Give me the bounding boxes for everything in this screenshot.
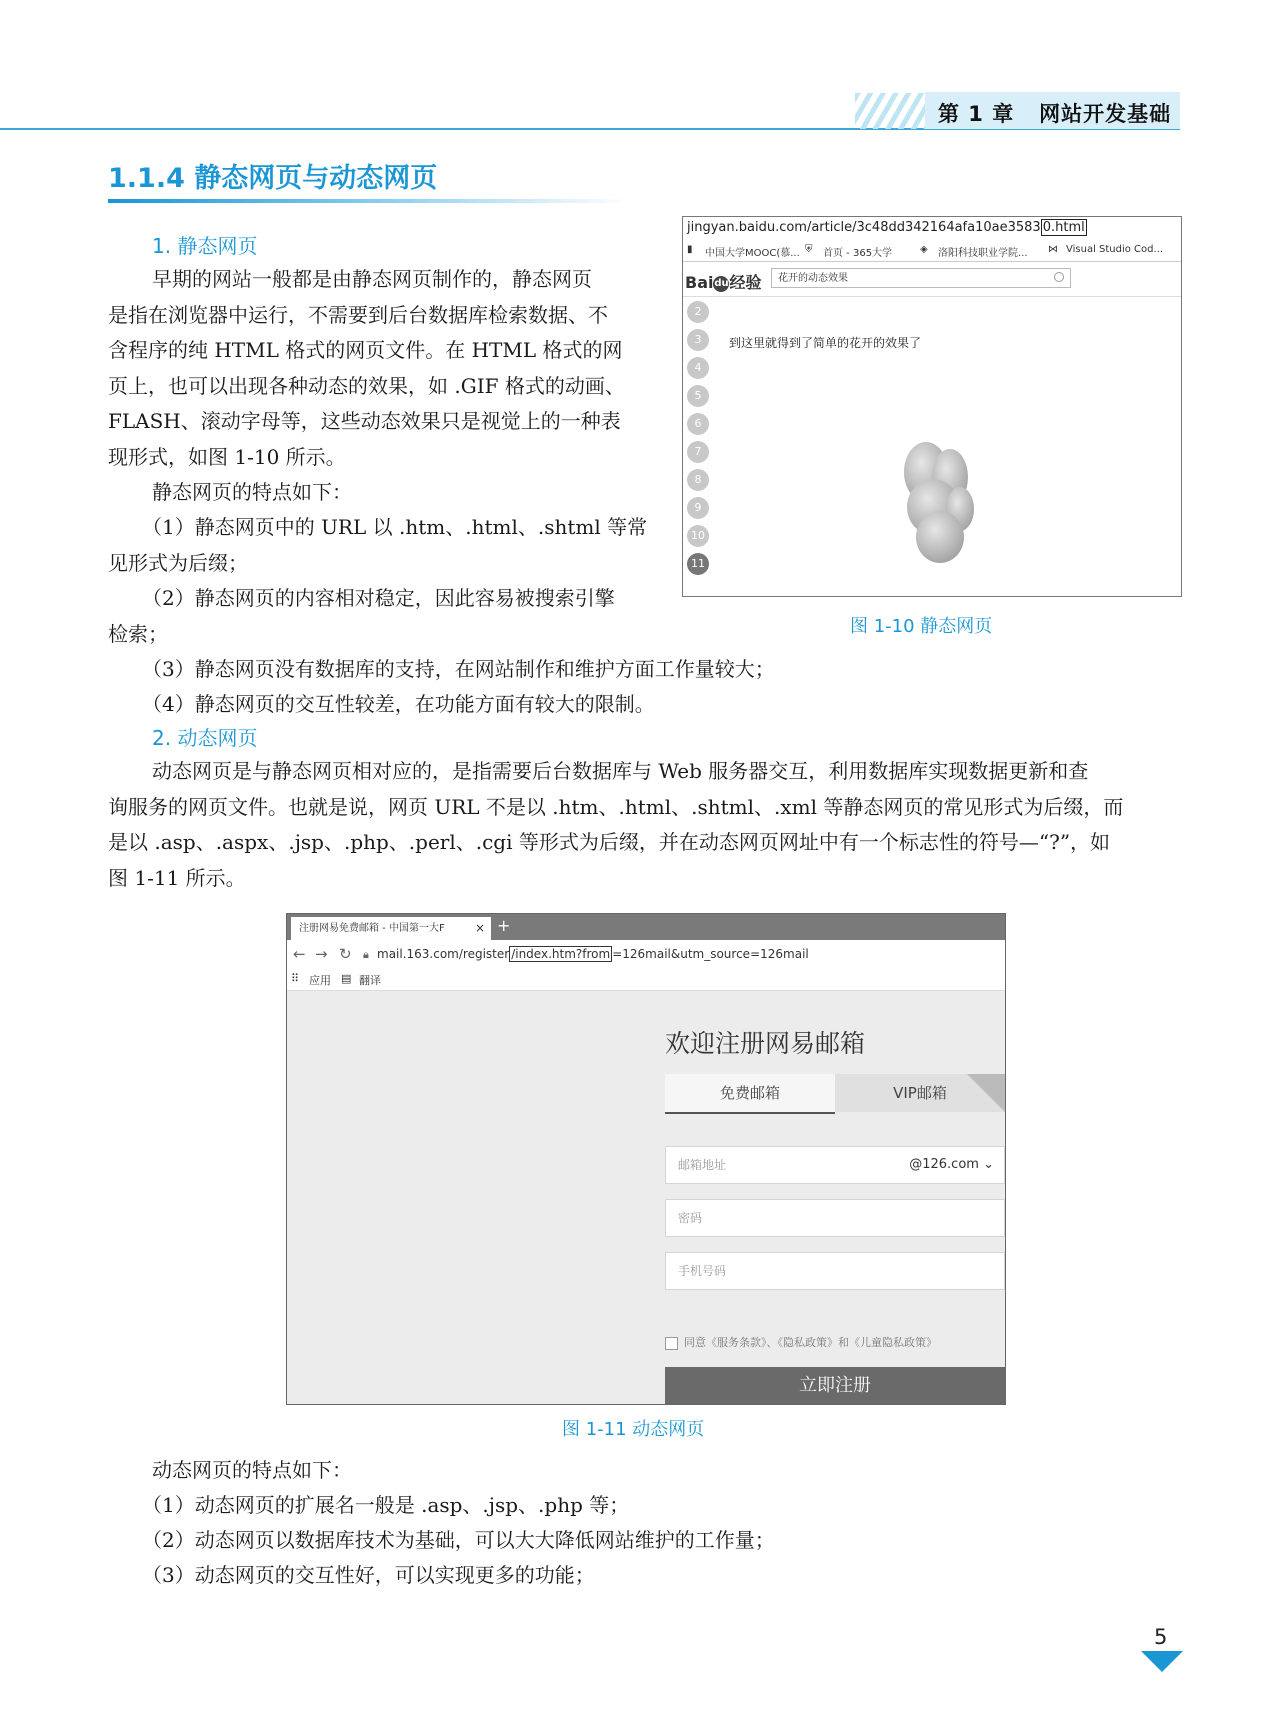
search-icon[interactable]: [1054, 272, 1064, 282]
figure-caption-1-10: 图 1-10 静态网页: [850, 616, 993, 637]
reload-icon[interactable]: ↻: [339, 945, 352, 963]
bookmarks-bar: [683, 239, 1181, 262]
static-features-intro: 静态网页的特点如下：: [152, 480, 352, 504]
back-icon[interactable]: ←: [293, 945, 306, 963]
figure-static-page-screenshot: [682, 216, 1182, 597]
visual-studio-icon: ⋈: [1048, 244, 1058, 255]
lock-icon: 🔒︎: [363, 948, 369, 961]
domain-select[interactable]: @126.com ⌄: [909, 1157, 994, 1172]
browser-tab[interactable]: 注册网易免费邮箱 - 中国第一大F ×: [291, 917, 491, 940]
chevron-down-icon: ⌄: [983, 1157, 994, 1172]
shield-icon: ⛨: [805, 244, 813, 255]
corner-badge: [967, 1074, 1005, 1112]
url-highlight: 0.html: [1042, 220, 1085, 235]
cube-icon: ◈: [920, 244, 928, 255]
register-heading: 欢迎注册网易邮箱: [665, 1029, 866, 1058]
bookmark-item[interactable]: Visual Studio Cod...: [1066, 244, 1164, 255]
bookmark-item[interactable]: 洛阳科技职业学院...: [938, 248, 1028, 259]
dynamic-feature-2: （2）动态网页以数据库技术为基础，可以大大降低网站维护的工作量；: [142, 1528, 775, 1552]
flower-image: [888, 437, 988, 567]
static-feature-1: （1）静态网页中的 URL 以 .htm、.html、.shtml 等常 见形式为后缀；: [108, 515, 648, 575]
bookmark-apps[interactable]: 应用: [309, 974, 331, 987]
page-marker-triangle: [1141, 1651, 1183, 1672]
url-highlight: /index.htm?from: [511, 947, 611, 961]
bookmark-icon: ▮: [687, 244, 693, 255]
bookmark-translate[interactable]: 翻译: [359, 974, 381, 987]
tab-free-mailbox[interactable]: 免费邮箱: [665, 1074, 835, 1114]
step-badge[interactable]: 8: [687, 469, 709, 491]
step-badge[interactable]: 6: [687, 413, 709, 435]
step-badge[interactable]: 10: [687, 525, 709, 547]
new-tab-icon[interactable]: +: [497, 916, 511, 935]
email-field[interactable]: 邮箱地址 @126.com ⌄: [665, 1146, 1005, 1184]
section-title-underline: [108, 199, 628, 203]
static-feature-4: （4）静态网页的交互性较差，在功能方面有较大的限制。: [142, 692, 655, 716]
step-list: [687, 301, 709, 581]
translate-icon: ▤: [341, 972, 352, 985]
figure-caption-1-11: 图 1-11 动态网页: [562, 1419, 705, 1440]
search-input[interactable]: 花开的动态效果: [771, 268, 1071, 288]
step-badge[interactable]: 9: [687, 497, 709, 519]
header-stripes: [855, 93, 935, 129]
browser-toolbar: [287, 940, 1005, 968]
static-feature-3: （3）静态网页没有数据库的支持，在网站制作和维护方面工作量较大；: [142, 657, 775, 681]
baidu-logo[interactable]: Baidu经验: [685, 273, 762, 292]
close-tab-icon[interactable]: ×: [474, 921, 485, 935]
subheading-dynamic: 2. 动态网页: [152, 726, 258, 750]
agree-checkbox[interactable]: [665, 1337, 678, 1350]
register-button[interactable]: 立即注册: [665, 1367, 1005, 1405]
baidu-header: [683, 262, 1181, 297]
agreement-text: 同意《服务条款》、《隐私政策》和《儿童隐私政策》: [684, 1336, 937, 1349]
step-badge[interactable]: 7: [687, 441, 709, 463]
paragraph-dynamic-intro: 动态网页是与静态网页相对应的，是指需要后台数据库与 Web 服务器交互，利用数据库实现数据更新和查 询服务的网页文件。也就是说，网页 URL 不是以 .htm、.html、.shtml、.xml 等静态网页的常见形式为后缀，而 是以 .asp、.aspx、.jsp、.php、.perl、.cgi 等形式为后缀，并在动态网页网址中有一个标志性的符号—“?”，如 图 1-11 所示。: [108, 759, 1124, 890]
bookmark-item[interactable]: 中国大学MOOC(慕...: [705, 248, 800, 259]
dynamic-features-intro: 动态网页的特点如下：: [152, 1458, 352, 1482]
paragraph-static-intro: 早期的网站一般都是由静态网页制作的，静态网页 是指在浏览器中运行，不需要到后台数据库检索数据、不 含程序的纯 HTML 格式的网页文件。在 HTML 格式的网 页上，也可以出现各种动态的效果，如 .GIF 格式的动画、 FLASH、滚动字母等，这些动态效果只是视觉上的一种表 现形式，如图 1-10 所示。: [108, 267, 625, 469]
step-badge[interactable]: 5: [687, 385, 709, 407]
dynamic-feature-1: （1）动态网页的扩展名一般是 .asp、.jsp、.php 等；: [142, 1493, 630, 1517]
dynamic-feature-3: （3）动态网页的交互性好，可以实现更多的功能；: [142, 1563, 595, 1587]
forward-icon[interactable]: →: [315, 945, 328, 963]
browser-tab-bar: [287, 914, 1005, 940]
step-text: 到这里就得到了简单的花开的效果了: [729, 336, 922, 350]
address-bar[interactable]: mail.163.com/register /index.htm?from =126mail&utm_source=126mail: [377, 947, 809, 961]
step-badge[interactable]: 4: [687, 357, 709, 379]
password-field[interactable]: 密码: [665, 1199, 1005, 1237]
paw-icon: du: [713, 276, 729, 292]
running-header: 第 1 章 网站开发基础: [938, 102, 1172, 126]
page-number: 5: [1154, 1625, 1168, 1649]
bookmark-item[interactable]: 首页 - 365大学: [823, 248, 893, 259]
static-feature-2: （2）静态网页的内容相对稳定，因此容易被搜索引擎 检索；: [108, 586, 615, 646]
address-bar[interactable]: jingyan.baidu.com/article/3c48dd342164afa10ae3583 0.html: [687, 220, 1085, 235]
subheading-static: 1. 静态网页: [152, 234, 258, 258]
section-title: 1.1.4 静态网页与动态网页: [108, 163, 438, 194]
step-badge[interactable]: 3: [687, 329, 709, 351]
phone-field[interactable]: 手机号码: [665, 1252, 1005, 1290]
figure-dynamic-page-screenshot: [286, 913, 1006, 1405]
bookmarks-bar: [287, 968, 1005, 991]
step-badge-active[interactable]: 11: [687, 553, 709, 575]
apps-grid-icon: ⠿: [291, 972, 300, 985]
agreement-row: [665, 1334, 937, 1350]
step-badge[interactable]: 2: [687, 301, 709, 323]
tab-vip-mailbox[interactable]: VIP邮箱: [835, 1074, 1005, 1112]
